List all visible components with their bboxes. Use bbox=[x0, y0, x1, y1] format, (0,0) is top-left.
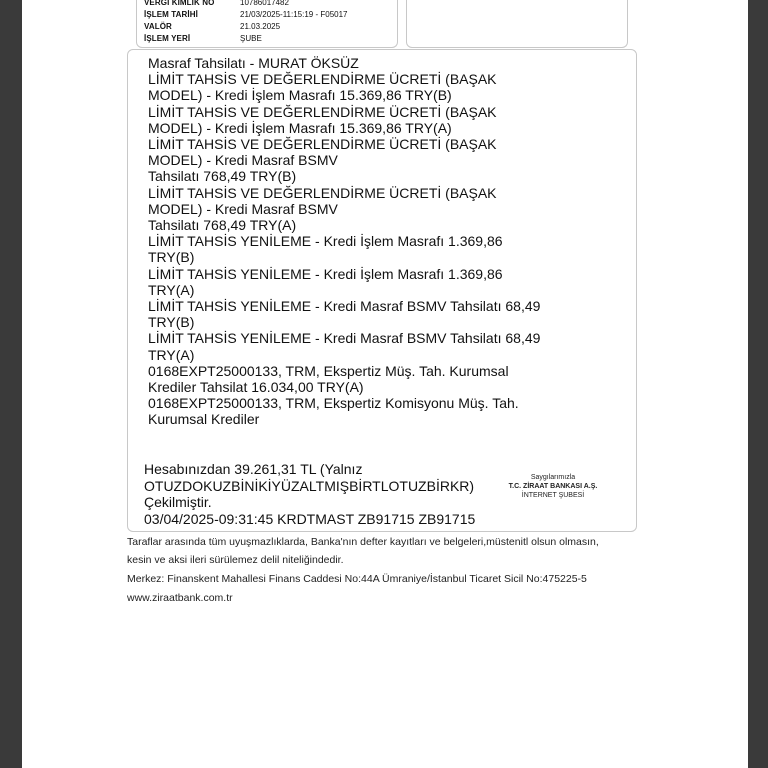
description-line: LİMİT TAHSİS VE DEĞERLENDİRME ÜCRETİ (BAŞAK bbox=[148, 103, 497, 120]
value-date-label: VALÖR bbox=[144, 22, 172, 31]
fee-description bbox=[148, 55, 568, 428]
header-right-box bbox=[406, 0, 628, 48]
tax-id-label: VERGİ KİMLİK NO bbox=[144, 0, 215, 7]
description-line: Krediler Tahsilat 16.034,00 TRY(A) bbox=[148, 379, 364, 396]
description-line: Tahsilatı 768,49 TRY(A) bbox=[148, 217, 297, 234]
transaction-date-value: 21/03/2025-11:15:19 - F05017 bbox=[240, 10, 348, 19]
value-date-value: 21.03.2025 bbox=[240, 22, 281, 31]
debit-timestamp-reference: 03/04/2025-09:31:45 KRDTMAST ZB91715 ZB91715 bbox=[144, 510, 476, 527]
dark-edge-left bbox=[0, 0, 22, 768]
description-line: 0168EXPT25000133, TRM, Ekspertiz Müş. Tah. Kurumsal bbox=[148, 362, 509, 379]
dark-edge-right bbox=[748, 0, 768, 768]
description-line: LİMİT TAHSİS YENİLEME - Kredi İşlem Masrafı 1.369,86 bbox=[148, 265, 503, 282]
description-line: LİMİT TAHSİS YENİLEME - Kredi Masraf BSMV Tahsilatı 68,49 bbox=[148, 298, 541, 315]
description-line: TRY(A) bbox=[148, 346, 195, 363]
transaction-place-value: ŞUBE bbox=[240, 34, 262, 43]
debit-amount-text: Hesabınızdan 39.261,31 TL (Yalnız bbox=[144, 461, 363, 477]
signature-greeting: Saygılarımızla bbox=[530, 474, 576, 481]
description-line: MODEL) - Kredi Masraf BSMV bbox=[148, 200, 338, 217]
debit-summary bbox=[144, 461, 494, 527]
description-line: TRY(B) bbox=[148, 249, 195, 266]
transaction-date-label: İŞLEM TARİHİ bbox=[144, 10, 198, 19]
description-line: LİMİT TAHSİS VE DEĞERLENDİRME ÜCRETİ (BAŞAK bbox=[148, 71, 497, 88]
description-line: MODEL) - Kredi İşlem Masrafı 15.369,86 TRY(A) bbox=[148, 119, 452, 136]
amount-in-words: OTUZDOKUZBİNİKİYÜZALTMIŞBİRTLOTUZBİRKR) bbox=[144, 477, 475, 494]
description-line: LİMİT TAHSİS YENİLEME - Kredi Masraf BSMV Tahsilatı 68,49 bbox=[148, 330, 541, 347]
description-line: TRY(A) bbox=[148, 281, 195, 298]
description-line: Tahsilatı 768,49 TRY(B) bbox=[148, 168, 297, 185]
description-line: LİMİT TAHSİS VE DEĞERLENDİRME ÜCRETİ (BAŞAK bbox=[148, 184, 497, 201]
transaction-place-label: İŞLEM YERİ bbox=[144, 34, 191, 43]
description-line: LİMİT TAHSİS VE DEĞERLENDİRME ÜCRETİ (BAŞAK bbox=[148, 136, 497, 153]
receipt-paper bbox=[22, 0, 748, 768]
footer-disclaimer-line: Taraflar arasında tüm uyuşmazlıklarda, Banka'nın defter kayıtları ve belgeleri,müstenitl olsun olmasın, bbox=[127, 536, 599, 548]
description-line: MODEL) - Kredi Masraf BSMV bbox=[148, 152, 338, 169]
footer-website: www.ziraatbank.com.tr bbox=[127, 592, 233, 604]
debit-status: Çekilmiştir. bbox=[144, 494, 212, 510]
description-line: TRY(B) bbox=[148, 314, 195, 331]
signature-branch: İNTERNET ŞUBESİ bbox=[521, 492, 585, 499]
description-line: LİMİT TAHSİS YENİLEME - Kredi İşlem Masrafı 1.369,86 bbox=[148, 233, 503, 250]
footer-address: Merkez: Finanskent Mahallesi Finans Caddesi No:44A Ümraniye/İstanbul Ticaret Sicil No:475225-5 bbox=[127, 573, 587, 585]
description-line: Kurumsal Krediler bbox=[148, 411, 260, 428]
tax-id-value: 10786017482 bbox=[240, 0, 289, 7]
bank-signature bbox=[498, 473, 608, 500]
description-line: 0168EXPT25000133, TRM, Ekspertiz Komisyonu Müş. Tah. bbox=[148, 395, 519, 412]
description-line: MODEL) - Kredi İşlem Masrafı 15.369,86 TRY(B) bbox=[148, 87, 452, 104]
signature-bank-name: T.C. ZİRAAT BANKASI A.Ş. bbox=[508, 483, 598, 490]
footer-disclaimer-line: kesin ve aksi ileri sürülemez delil niteliğindedir. bbox=[127, 554, 344, 566]
description-line: Masraf Tahsilatı - MURAT ÖKSÜZ bbox=[148, 55, 359, 71]
